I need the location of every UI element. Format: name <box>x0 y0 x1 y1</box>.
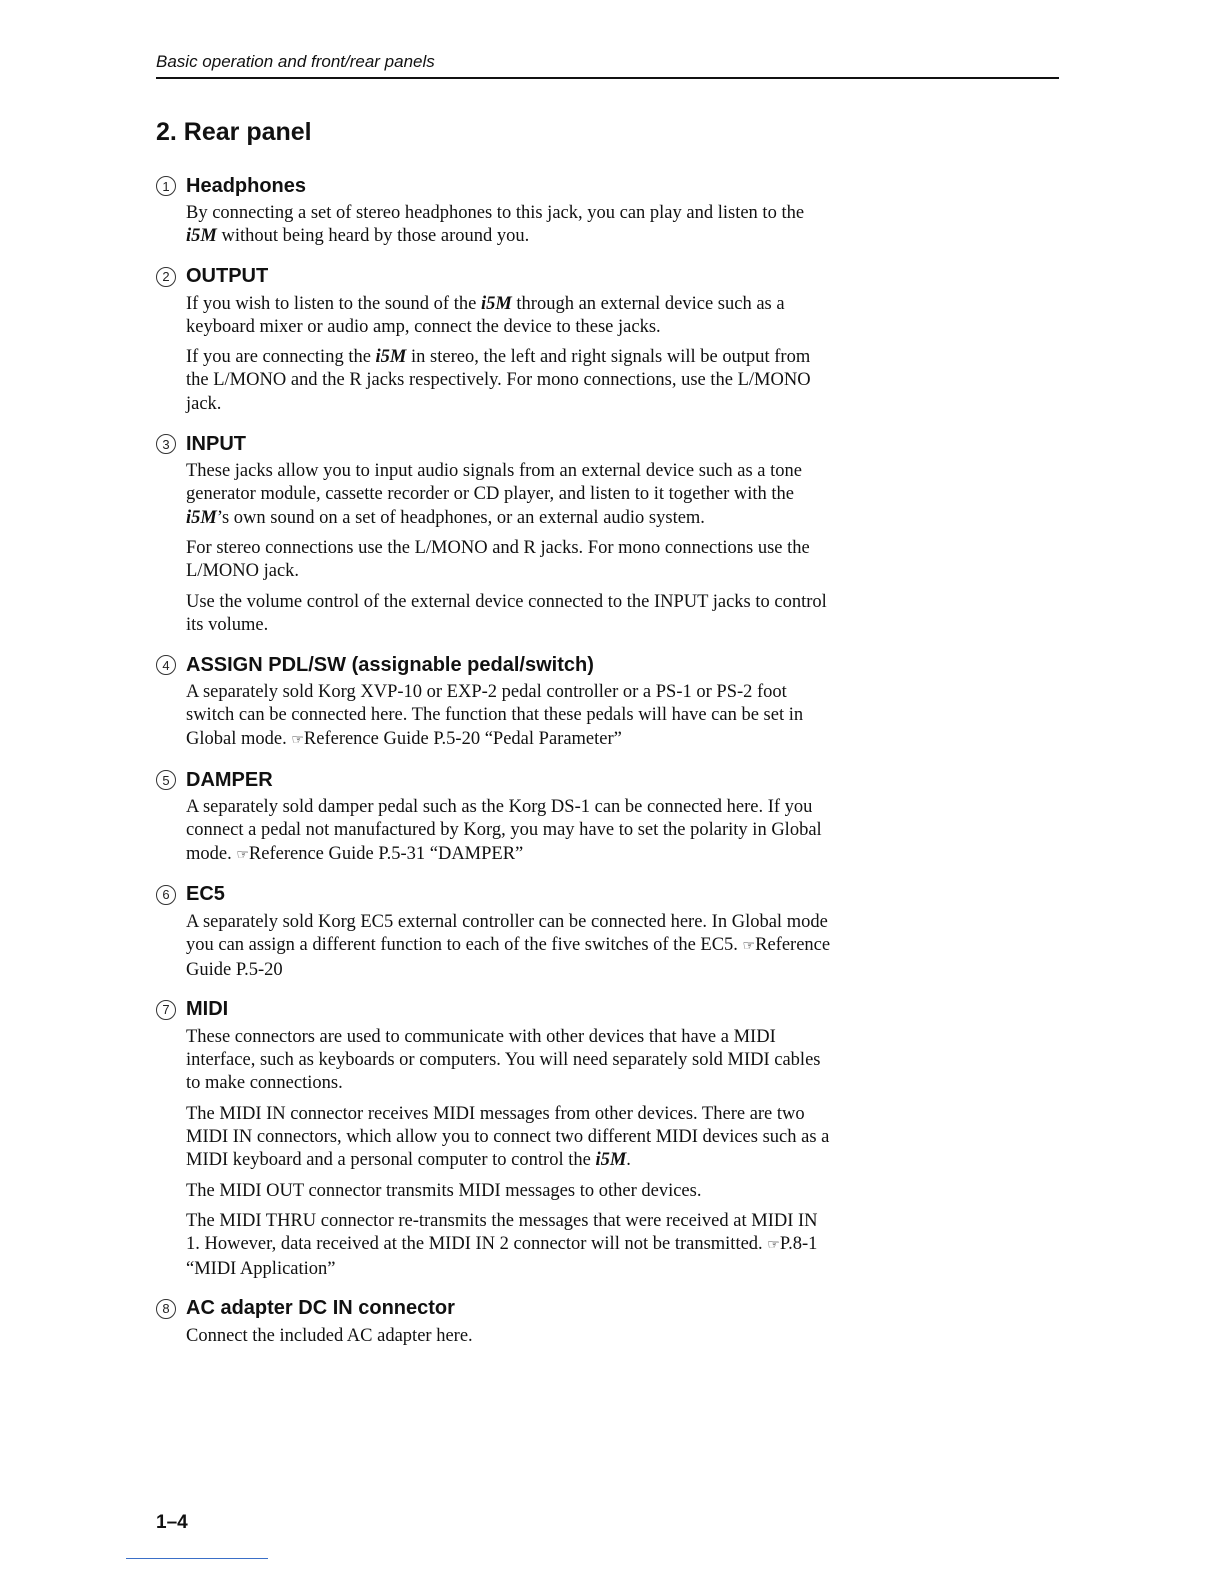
text-run: ’s own sound on a set of headphones, or an external audio system. <box>216 507 705 528</box>
text-run: A separately sold Korg XVP-10 or EXP-2 pedal controller or a PS-1 or PS-2 foot switch can be connected here. The function that these pedals will have can be set in Global mode. <box>186 682 804 749</box>
text-run: For stereo connections use the L/MONO and R jacks. For mono connections use the L/MONO jack. <box>186 537 810 582</box>
section-paragraph <box>186 591 836 638</box>
section-6 <box>156 881 836 982</box>
text-run: Connect the included AC adapter here. <box>186 1325 473 1346</box>
section-7 <box>156 996 836 1281</box>
section-list <box>156 172 836 1362</box>
section-title: Headphones <box>186 174 307 197</box>
section-8 <box>156 1295 836 1348</box>
section-paragraph <box>186 346 836 416</box>
section-title: EC5 <box>186 883 225 906</box>
page-title: 2. Rear panel <box>156 118 312 146</box>
section-1 <box>156 172 836 249</box>
section-title: ASSIGN PDL/SW (assignable pedal/switch) <box>186 653 594 676</box>
section-number-badge: 5 <box>156 770 176 790</box>
section-heading <box>156 881 836 909</box>
text-run: These connectors are used to communicate with other devices that have a MIDI interface, such as keyboards or computers. You will need separately sold MIDI cables to make connections. <box>186 1026 821 1094</box>
section-2 <box>156 263 836 416</box>
text-run: The MIDI THRU connector re-transmits the messages that were received at MIDI IN 1. However, data received at the MIDI IN 2 connector will not be transmitted. <box>186 1210 818 1255</box>
text-run: If you wish to listen to the sound of the <box>186 293 481 314</box>
text-run: The MIDI OUT connector transmits MIDI messages to other devices. <box>186 1180 702 1201</box>
section-paragraph <box>186 1026 836 1096</box>
section-paragraph <box>186 202 836 249</box>
product-name: i5M <box>375 347 407 368</box>
section-paragraph <box>186 1210 836 1281</box>
section-5 <box>156 766 836 867</box>
footer-rule <box>126 1558 268 1559</box>
text-run: The MIDI IN connector receives MIDI messages from other devices. There are two MIDI IN connectors, which allow you to connect two different MIDI devices such as a MIDI keyboard and a personal computer to control the <box>186 1103 830 1171</box>
section-number-badge: 2 <box>156 267 176 287</box>
pointing-hand-icon: ☞ <box>236 847 249 863</box>
section-heading <box>156 430 836 458</box>
section-number-badge: 8 <box>156 1299 176 1319</box>
text-run: Reference Guide P.5-31 “DAMPER” <box>248 843 524 864</box>
section-title: MIDI <box>186 998 229 1021</box>
section-heading <box>156 1295 836 1323</box>
section-heading <box>156 172 836 200</box>
text-run: If you are connecting the <box>186 347 376 368</box>
section-heading <box>156 263 836 291</box>
text-run: through an external device such as a keyboard mixer or audio amp, connect the device to these jacks. <box>186 293 785 337</box>
text-run: Reference Guide P.5-20 <box>186 935 831 980</box>
page-number: 1–4 <box>156 1512 188 1533</box>
section-paragraph <box>186 1325 836 1348</box>
section-number-badge: 6 <box>156 885 176 905</box>
section-title: DAMPER <box>186 768 273 791</box>
text-run: Use the volume control of the external device connected to the INPUT jacks to control its volume. <box>186 591 827 635</box>
section-heading <box>156 996 836 1024</box>
section-paragraph <box>186 681 836 752</box>
section-paragraph <box>186 1180 836 1203</box>
section-heading <box>156 766 836 794</box>
section-paragraph <box>186 293 836 340</box>
text-run: By connecting a set of stereo headphones to this jack, you can play and listen to the <box>186 203 805 223</box>
section-heading <box>156 651 836 679</box>
section-paragraph <box>186 911 836 982</box>
section-paragraph <box>186 460 836 530</box>
section-number-badge: 1 <box>156 176 176 196</box>
pointing-hand-icon: ☞ <box>767 1238 780 1254</box>
section-number-badge: 3 <box>156 434 176 454</box>
section-paragraph <box>186 796 836 867</box>
product-name: i5M <box>595 1150 627 1171</box>
section-title: INPUT <box>186 432 246 455</box>
header-text: Basic operation and front/rear panels <box>156 52 435 71</box>
section-paragraph <box>186 537 836 584</box>
section-paragraph <box>186 1103 836 1173</box>
section-number-badge: 7 <box>156 1000 176 1020</box>
pointing-hand-icon: ☞ <box>291 732 304 748</box>
product-name: i5M <box>186 507 217 528</box>
text-run: These jacks allow you to input audio signals from an external device such as a tone generator module, cassette recorder or CD player, and listen to it together with the <box>186 461 802 505</box>
running-header <box>156 52 1059 79</box>
text-run: A separately sold Korg EC5 external controller can be connected here. In Global mode you can assign a different function to each of the five switches of the EC5. <box>186 911 828 956</box>
text-run: A separately sold damper pedal such as the Korg DS-1 can be connected here. If you connect a pedal not manufactured by Korg, you may have to set the polarity in Global mode. <box>186 797 822 864</box>
text-run: without being heard by those around you. <box>216 226 530 247</box>
text-run: Reference Guide P.5-20 “Pedal Parameter” <box>303 728 622 749</box>
section-4 <box>156 651 836 752</box>
text-run: in stereo, the left and right signals will be output from the L/MONO and the R jacks respectively. For mono connections, use the L/MONO jack. <box>186 347 811 414</box>
section-3 <box>156 430 836 637</box>
product-name: i5M <box>186 226 217 247</box>
text-run: . <box>626 1150 631 1171</box>
section-title: AC adapter DC IN connector <box>186 1297 455 1320</box>
pointing-hand-icon: ☞ <box>742 939 756 955</box>
product-name: i5M <box>480 293 512 314</box>
section-number-badge: 4 <box>156 655 176 675</box>
section-title: OUTPUT <box>186 265 269 288</box>
text-run: P.8-1 “MIDI Application” <box>186 1234 818 1279</box>
